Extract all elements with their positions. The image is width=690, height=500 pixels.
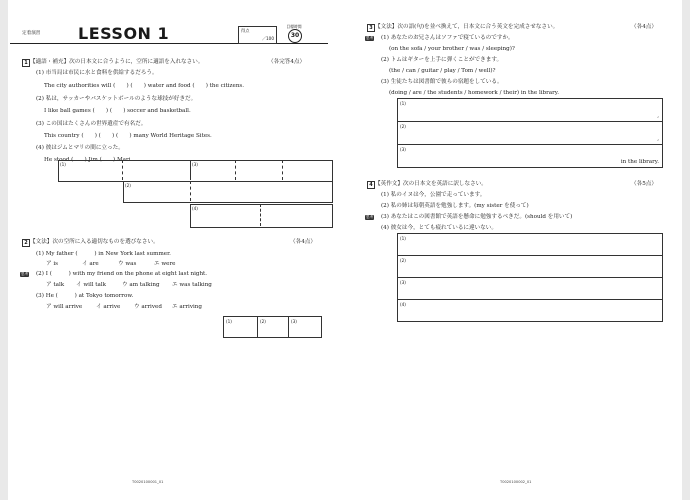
- q1-answer-row2[interactable]: [123, 181, 333, 203]
- q3-item3-en: (doing / are / the students / homework / their) in the library.: [389, 90, 559, 96]
- type-label: 定着演習: [22, 31, 41, 36]
- q2-number: 2: [22, 239, 30, 247]
- q3-item2-jp: (2) トムはギターを上手に弾くことができます。: [381, 57, 503, 63]
- q2-item3-choice-b: イ arrive: [96, 304, 121, 310]
- grid-line: [58, 160, 59, 180]
- q3-answer-3[interactable]: [397, 144, 663, 168]
- q2-item1-choice-d: エ were: [154, 261, 176, 267]
- q1-answer-label-4: (4): [192, 206, 198, 211]
- clock-icon: [288, 29, 302, 43]
- time-target: [282, 24, 306, 44]
- binding-strip: [682, 0, 690, 500]
- q2-item3-choice-a: ア will arrive: [46, 304, 83, 310]
- q4-points: （各5点）: [631, 181, 657, 187]
- right-page: [345, 0, 690, 500]
- score-max: ／100: [261, 36, 274, 41]
- q3-answer-label-1: (1): [400, 100, 406, 106]
- q3-answer-end-1: ,: [657, 113, 659, 119]
- q1-item4-jp: (4) 彼はジムとマリの間に立った。: [36, 145, 124, 151]
- q2-instruction: 【文法】次の空所に入る適切なものを選びなさい。: [30, 239, 159, 245]
- q3-answer-end-3: in the library.: [620, 159, 659, 165]
- q3-answer-1[interactable]: [397, 98, 663, 122]
- q4-answer-label-4: (4): [400, 301, 406, 307]
- q1-item1-en: The city authorities will ( ) ( ) water and food ( ) the citizens.: [44, 83, 245, 89]
- q3-item1-jp: (1) あなたのお兄さんはソファで寝ているのですか。: [381, 35, 514, 41]
- grid-divider: [122, 160, 123, 180]
- q3-answer-end-2: ,: [657, 136, 659, 142]
- q1-answer-grid: [44, 160, 334, 230]
- q4-instruction: 【英作文】次の日本文を英語に訳しなさい。: [375, 181, 487, 187]
- q4-item2: (2) 私の姉は毎朝英語を勉強します。(my sister を使って): [381, 203, 529, 209]
- q4-answer-label-2: (2): [400, 257, 406, 263]
- q2-item2-choice-c: ウ am talking: [122, 282, 160, 288]
- q3-answer-label-2: (2): [400, 123, 406, 129]
- score-box: [238, 26, 277, 44]
- q4-think-badge: 思考: [366, 215, 374, 219]
- q2-item2-choice-a: ア talk: [46, 282, 65, 288]
- q3-points: （各4点）: [631, 24, 657, 30]
- q2-think-badge: 思考: [21, 272, 29, 276]
- q4-item3: (3) あなたはこの図書館で英語を懸命に勉強するべきだ。(should を用いて): [381, 214, 573, 220]
- q4-item4: (4) 彼女は今，とても疲れているに違いない。: [381, 225, 497, 231]
- q1-item2-en: I like ball games ( ) ( ) soccer and basketball.: [44, 108, 191, 114]
- q2-answer-label-2: (2): [260, 318, 266, 324]
- q2-answer-2[interactable]: [257, 316, 289, 338]
- right-page-code: T0020100002_01: [500, 480, 532, 484]
- q4-answer-4[interactable]: [397, 299, 663, 322]
- q1-item4-en: He stood ( ) Jim ( ) Mari.: [44, 157, 133, 163]
- q1-points: （各完答4点）: [268, 59, 306, 65]
- q4-number: 4: [367, 181, 375, 189]
- q4-answer-label-1: (1): [400, 235, 406, 241]
- q2-points: （各4点）: [290, 239, 316, 245]
- q3-item2-en: (the / can / guitar / play / Tom / well)?: [389, 68, 496, 74]
- q1-answer-label-2: (2): [125, 183, 131, 188]
- grid-divider: [190, 181, 191, 201]
- header-rule: [10, 43, 328, 44]
- q1-answer-label-3: (3): [192, 162, 198, 167]
- q3-instruction: 【文法】次の語(句)を並べ換えて，日本文に合う英文を完成させなさい。: [375, 24, 559, 30]
- q1-item3-en: This country ( ) ( ) ( ) many World Heritage Sites.: [44, 133, 212, 139]
- q1-item1-jp: (1) 市当局は市民に水と食料を供給するだろう。: [36, 70, 158, 76]
- q2-item2-choice-b: イ will talk: [76, 282, 107, 288]
- left-page-code: T0020100001_01: [132, 480, 164, 484]
- q3-item3-jp: (3) 生徒たちは図書館で彼らの宿題をしている。: [381, 79, 503, 85]
- q2-answer-3[interactable]: [288, 316, 322, 338]
- q1-number: 1: [22, 59, 30, 67]
- grid-divider: [260, 204, 261, 226]
- q4-answer-1[interactable]: [397, 233, 663, 256]
- q1-item3-jp: (3) この国はたくさんの世界遺産で有名だ。: [36, 121, 147, 127]
- q1-item2-jp: (2) 私は，サッカーやバスケットボールのような球技が好きだ。: [36, 96, 197, 102]
- q3-number: 3: [367, 24, 375, 32]
- q3-answer-label-3: (3): [400, 146, 406, 152]
- q2-answer-1[interactable]: [223, 316, 258, 338]
- q2-answer-label-3: (3): [291, 318, 297, 324]
- q2-item1-choice-b: イ are: [82, 261, 99, 267]
- binding-strip: [0, 0, 8, 500]
- q2-answer-label-1: (1): [226, 318, 232, 324]
- q1-answer-label-1: (1): [60, 162, 66, 167]
- q2-item1-choice-a: ア is: [46, 261, 59, 267]
- q4-answer-3[interactable]: [397, 277, 663, 300]
- grid-divider: [282, 160, 283, 180]
- time-value: 30: [290, 32, 300, 39]
- q4-answer-label-3: (3): [400, 279, 406, 285]
- q2-item2-choice-d: エ was talking: [172, 282, 212, 288]
- q3-think-badge: 思考: [366, 36, 374, 40]
- score-label: 得点: [241, 28, 250, 33]
- q2-item2-stem: (2) I ( ) with my friend on the phone at eight last night.: [36, 271, 208, 277]
- q4-answer-2[interactable]: [397, 255, 663, 278]
- q2-item3-stem: (3) He ( ) at Tokyo tomorrow.: [36, 293, 134, 299]
- time-label: 目標時間: [286, 24, 302, 29]
- grid-divider: [235, 160, 236, 180]
- q2-item1-stem: (1) My father ( ) in New York last summer.: [36, 251, 171, 257]
- q2-item3-choice-c: ウ arrived: [134, 304, 162, 310]
- q1-instruction: 【適語・補充】次の日本文に合うように，空所に適語を入れなさい。: [30, 59, 204, 65]
- q3-item1-en: (on the sofa / your brother / was / sleeping)?: [389, 46, 515, 52]
- grid-line: [190, 160, 191, 180]
- q4-item1: (1) 私のイヌは今，公園で走っています。: [381, 192, 486, 198]
- q2-item3-choice-d: エ arriving: [172, 304, 202, 310]
- q2-item1-choice-c: ウ was: [118, 261, 137, 267]
- q1-answer-row3[interactable]: [190, 204, 333, 228]
- lesson-title: LESSON 1: [78, 24, 170, 43]
- q3-answer-2[interactable]: [397, 121, 663, 145]
